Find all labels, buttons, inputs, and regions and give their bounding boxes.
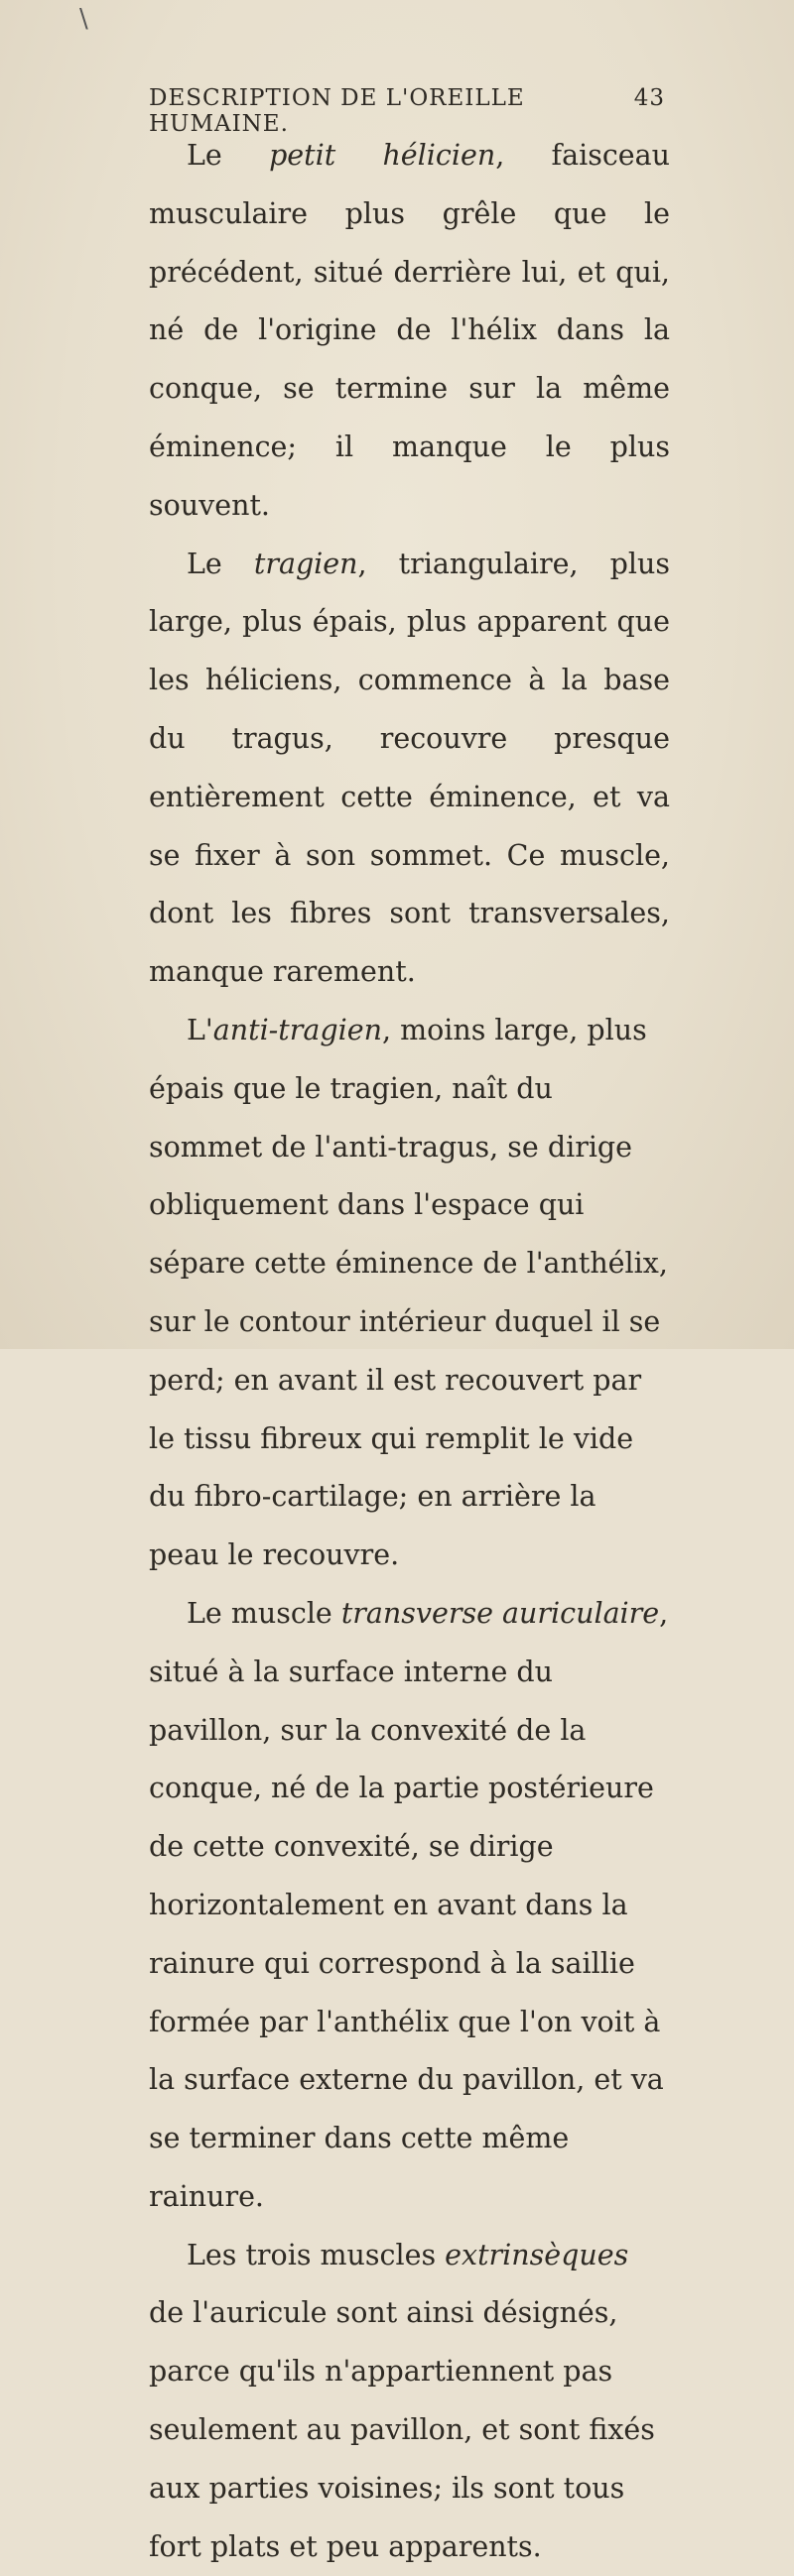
paragraph-lead: Le — [187, 139, 270, 172]
header-title: DESCRIPTION DE L'OREILLE HUMAINE. — [149, 85, 525, 137]
paragraph-text: de l'auricule sont ainsi désignés, parce qu'ils n'appartiennent pas seulement au pavillon, et sont fixés aux parties voisines; ils sont tous fort plats et peu apparents. — [149, 2296, 655, 2563]
running-header — [149, 85, 665, 137]
paragraph-lead: Le — [187, 547, 254, 580]
muscle-term: anti-tragien — [212, 1013, 382, 1046]
paragraph-lead: Les trois muscles — [187, 2238, 446, 2271]
paragraph-lead: L' — [187, 1013, 213, 1046]
muscle-term: petit hélicien — [269, 139, 496, 172]
page-body — [149, 127, 670, 2576]
paragraph-transverse — [149, 1585, 670, 2227]
paragraph-anti-tragien — [149, 1002, 670, 1585]
page-number: 43 — [633, 85, 665, 111]
paragraph-text: , faisceau musculaire plus grêle que le précédent, situé derrière lui, et qui, né de l'origine de l'hélix dans la conque, se termine sur la même éminence; il manque le plus souvent. — [149, 139, 670, 522]
paragraph-text: , moins large, plus épais que le tragien, naît du sommet de l'anti-tragus, se dirige obliquement dans l'espace qui sépare cette éminence de l'anthélix, sur le contour intérieur duquel il se perd; en avant il est recouvert par le tissu fibreux qui remplit le vide du fibro-cartilage; en arrière la peau le recouvre. — [149, 1013, 668, 1572]
paragraph-text: , triangulaire, plus large, plus épais, plus apparent que les héliciens, commence à la base du tragus, recouvre presque entièrement cette éminence, et va se fixer à son sommet. Ce muscle, dont les fibres sont transversales, manque rarement. — [149, 547, 670, 989]
paragraph-lead: Le muscle — [187, 1596, 341, 1630]
muscle-term: tragien — [253, 547, 358, 580]
paragraph-tragien — [149, 536, 670, 1002]
paragraph-text: , situé à la surface interne du pavillon, sur la convexité de la conque, né de la partie postérieure de cette convexité, se dirige horizontalement en avant dans la rainure qui correspond à la saillie formée par l'anthélix que l'on voit à la surface externe du pavillon, et va se terminer dans cette même rainure. — [149, 1596, 669, 2213]
paragraph-extrinseques — [149, 2227, 670, 2576]
corner-mark: \ — [79, 4, 88, 34]
muscle-term: transverse auriculaire — [340, 1596, 660, 1630]
paragraph-petit-helicien — [149, 127, 670, 536]
muscle-term: extrinsèques — [445, 2238, 629, 2271]
